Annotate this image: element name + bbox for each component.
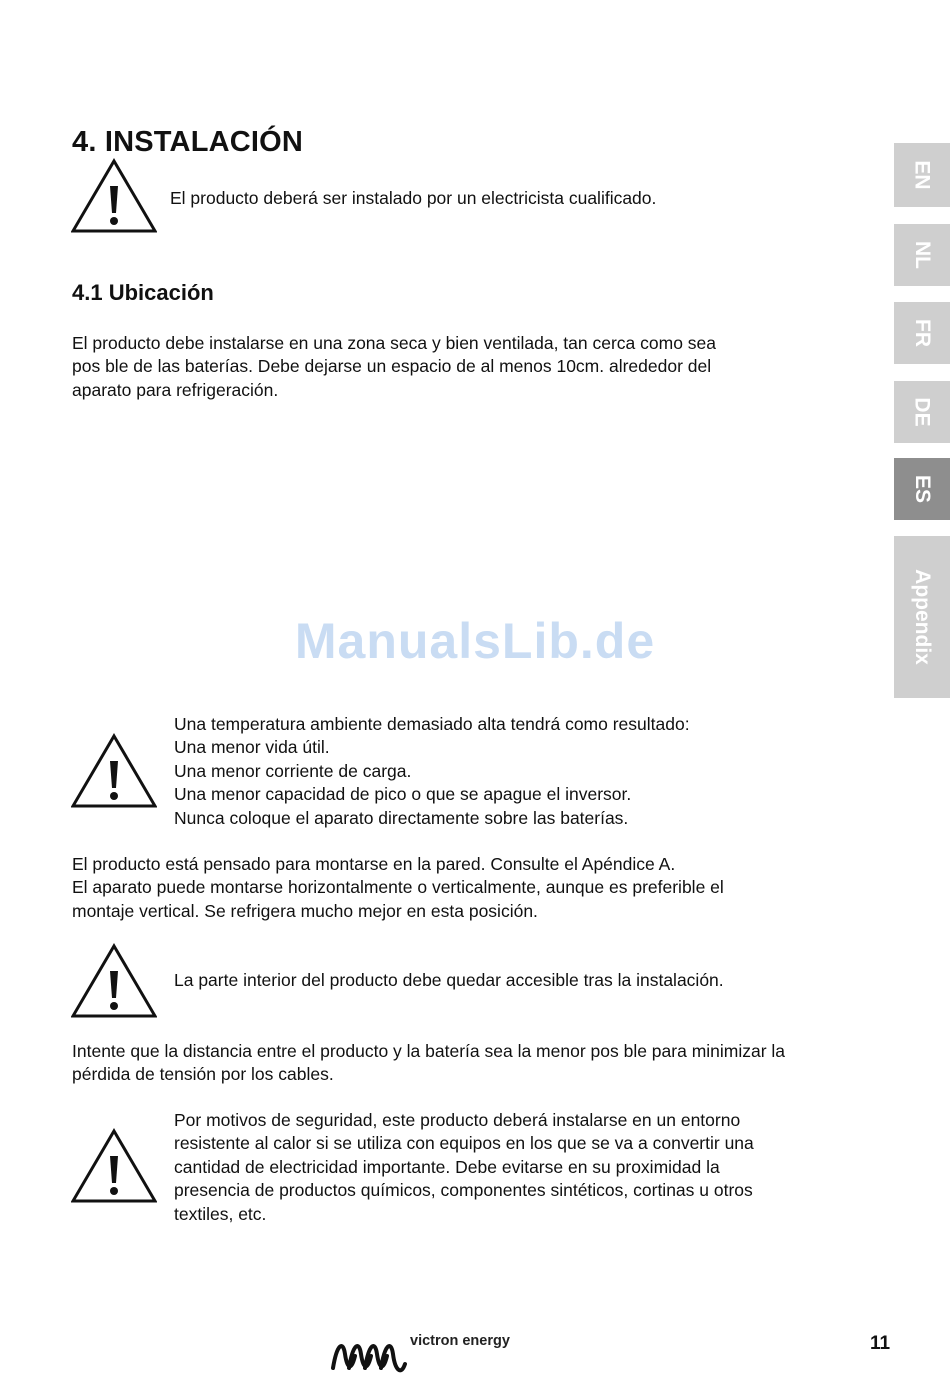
tab-label: ES — [910, 474, 934, 504]
watermark: ManualsLib.de — [294, 613, 656, 669]
tab-label: EN — [911, 160, 934, 190]
paragraph-line: El producto está pensado para montarse en la pared. Consulte el Apéndice A. — [72, 854, 676, 874]
paragraph-line: Intente que la distancia entre el producto y la batería sea la menor pos ble para minimizar la — [72, 1041, 786, 1061]
tab-es[interactable] — [894, 458, 950, 520]
warning-triangle-icon — [71, 1128, 157, 1204]
tab-label: NL — [911, 241, 934, 269]
warning-line: Una menor vida útil. — [174, 737, 330, 758]
warning-triangle-icon — [71, 158, 157, 234]
warning-line: presencia de productos químicos, componentes sintéticos, cortinas u otros — [174, 1180, 753, 1201]
page-number: 11 — [870, 1333, 891, 1354]
tab-appendix[interactable] — [894, 536, 950, 698]
paragraph-line: aparato para refrigeración. — [72, 379, 279, 400]
warning-triangle-icon — [71, 943, 157, 1019]
distance-paragraph — [72, 1040, 785, 1087]
subsection-title: 4.1 Ubicación — [72, 280, 214, 305]
warning-triangle-icon — [71, 733, 157, 809]
warning-text-electrician: El producto deberá ser instalado por un electricista cualificado. — [170, 188, 657, 208]
warning-line: Una menor corriente de carga. — [174, 760, 412, 781]
warning-line: Por motivos de seguridad, este producto deberá instalarse en un entorno — [174, 1110, 741, 1130]
tab-en[interactable] — [894, 143, 950, 207]
tab-label: FR — [911, 319, 934, 347]
tab-label: Appendix — [911, 569, 935, 665]
paragraph-line: El producto debe instalarse en una zona seca y bien ventilada, tan cerca como sea — [72, 333, 717, 353]
mounting-paragraph — [72, 853, 724, 923]
paragraph-line: El aparato puede montarse horizontalmente o verticalmente, aunque es preferible el — [72, 877, 724, 898]
warning-line: Una menor capacidad de pico o que se apague el inversor. — [174, 784, 632, 805]
paragraph-line: pérdida de tensión por los cables. — [72, 1064, 334, 1085]
tab-label: DE — [911, 397, 934, 427]
victron-logo-icon — [331, 1334, 407, 1378]
warning-text-accessible: La parte interior del producto debe quedar accesible tras la instalación. — [174, 970, 724, 990]
temperature-warning — [174, 713, 690, 830]
paragraph-line: montaje vertical. Se refrigera mucho mejor en esta posición. — [72, 900, 538, 921]
tab-nl[interactable] — [894, 224, 950, 286]
warning-line: Nunca coloque el aparato directamente sobre las baterías. — [174, 807, 629, 828]
warning-line: Una temperatura ambiente demasiado alta tendrá como resultado: — [174, 714, 690, 734]
tab-de[interactable] — [894, 381, 950, 443]
brand-name: victron energy — [410, 1333, 510, 1349]
section-title: 4. INSTALACIÓN — [72, 126, 304, 158]
warning-line: textiles, etc. — [174, 1203, 267, 1224]
paragraph-line: pos ble de las baterías. Debe dejarse un espacio de al menos 10cm. alrededor del — [72, 356, 712, 377]
tab-fr[interactable] — [894, 302, 950, 364]
warning-line: resistente al calor si se utiliza con equipos en los que se va a convertir una — [174, 1133, 754, 1154]
safety-warning — [174, 1109, 754, 1226]
warning-line: cantidad de electricidad importante. Debe evitarse en su proximidad la — [174, 1156, 720, 1177]
location-paragraph — [72, 332, 716, 402]
